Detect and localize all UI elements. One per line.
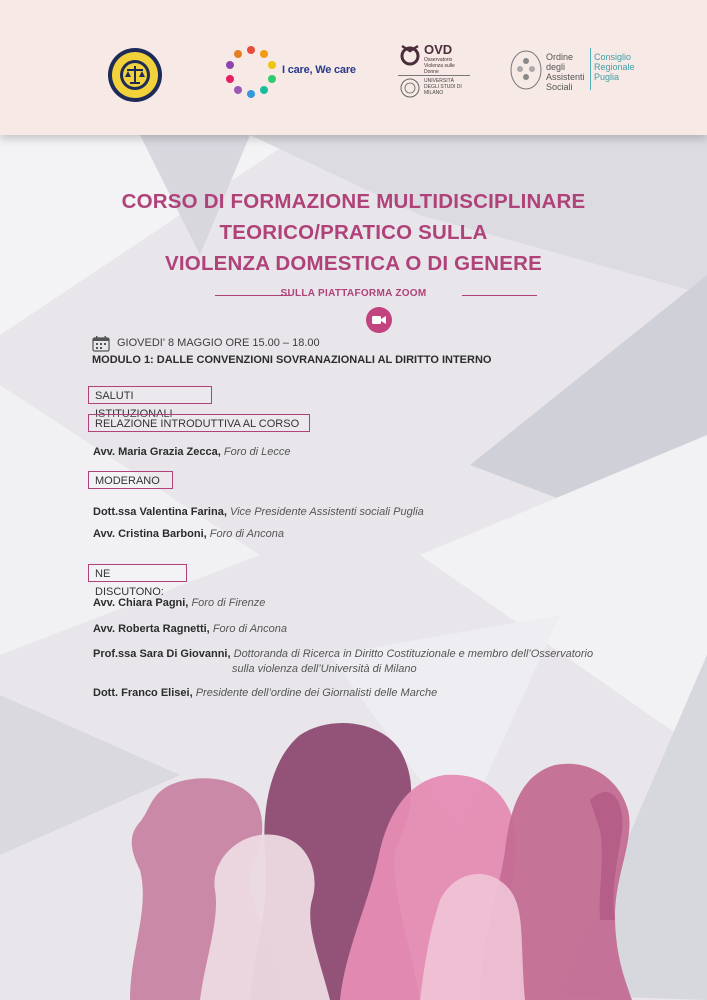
ovd-subtitle: Osservatorio Violenza sulle Donne: [424, 57, 455, 75]
module-title: MODULO 1: DALLE CONVENZIONI SOVRANAZIONALI AL DIRITTO INTERNO: [92, 354, 492, 366]
section-ne-discutono: NE DISCUTONO:: [88, 564, 187, 582]
assistenti-sociali-logo: [509, 49, 543, 91]
title-line-3: VIOLENZA DOMESTICA O DI GENERE: [165, 252, 542, 275]
speaker-elisei: Dott. Franco Elisei, Presidente dell’ordine dei Giornalisti delle Marche: [93, 687, 438, 699]
moderator-farina: Dott.ssa Valentina Farina, Vice Presidente Assistenti sociali Puglia: [93, 506, 424, 518]
unimi-text: UNIVERSITÀ DEGLI STUDI DI MILANO: [424, 78, 462, 96]
speaker-zecca: Avv. Maria Grazia Zecca, Foro di Lecce: [93, 446, 291, 458]
zoom-video-button[interactable]: [366, 307, 392, 333]
moderator-barboni: Avv. Cristina Barboni, Foro di Ancona: [93, 528, 284, 540]
icare-wecare-logo: [223, 44, 279, 100]
title-line-1: CORSO DI FORMAZIONE MULTIDISCIPLINARE: [121, 190, 586, 213]
section-moderano: MODERANO: [88, 471, 173, 489]
header-logos-bar: [0, 0, 707, 135]
assistenti-divider: [590, 48, 591, 90]
subtitle-row: [0, 288, 707, 302]
section-relazione: RELAZIONE INTRODUTTIVA AL CORSO: [88, 414, 310, 432]
icare-text: I care, We care: [282, 64, 356, 76]
speaker-ragnetti: Avv. Roberta Ragnetti, Foro di Ancona: [93, 623, 288, 635]
ovd-logo-mark: [398, 42, 422, 66]
unimi-seal: [400, 78, 420, 98]
calendar-icon: [92, 336, 110, 352]
ovd-title: OVD: [424, 42, 453, 57]
video-camera-icon: [372, 315, 386, 325]
subtitle: SULLA PIATTAFORMA ZOOM: [280, 288, 427, 299]
assistenti-text: Ordine degli Assistenti Sociali: [546, 52, 585, 92]
ovd-divider: [398, 75, 470, 76]
title-line-2: TEORICO/PRATICO SULLA: [219, 221, 488, 244]
subtitle-line-right: [462, 295, 537, 296]
speaker-pagni: Avv. Chiara Pagni, Foro di Firenze: [93, 597, 266, 609]
section-saluti: SALUTI ISTITUZIONALI: [88, 386, 212, 404]
speaker-digiovanni: Prof.ssa Sara Di Giovanni, Dottoranda di Ricerca in Diritto Costituzionale e membro dell’Osservatorio sulla violenza dell’Università di Milano: [93, 648, 594, 675]
event-date: GIOVEDI' 8 MAGGIO ORE 15.00 – 18.00: [117, 337, 320, 349]
consiglio-text: Consiglio Regionale Puglia: [594, 52, 635, 82]
avvocati-ancona-logo: [107, 47, 163, 103]
